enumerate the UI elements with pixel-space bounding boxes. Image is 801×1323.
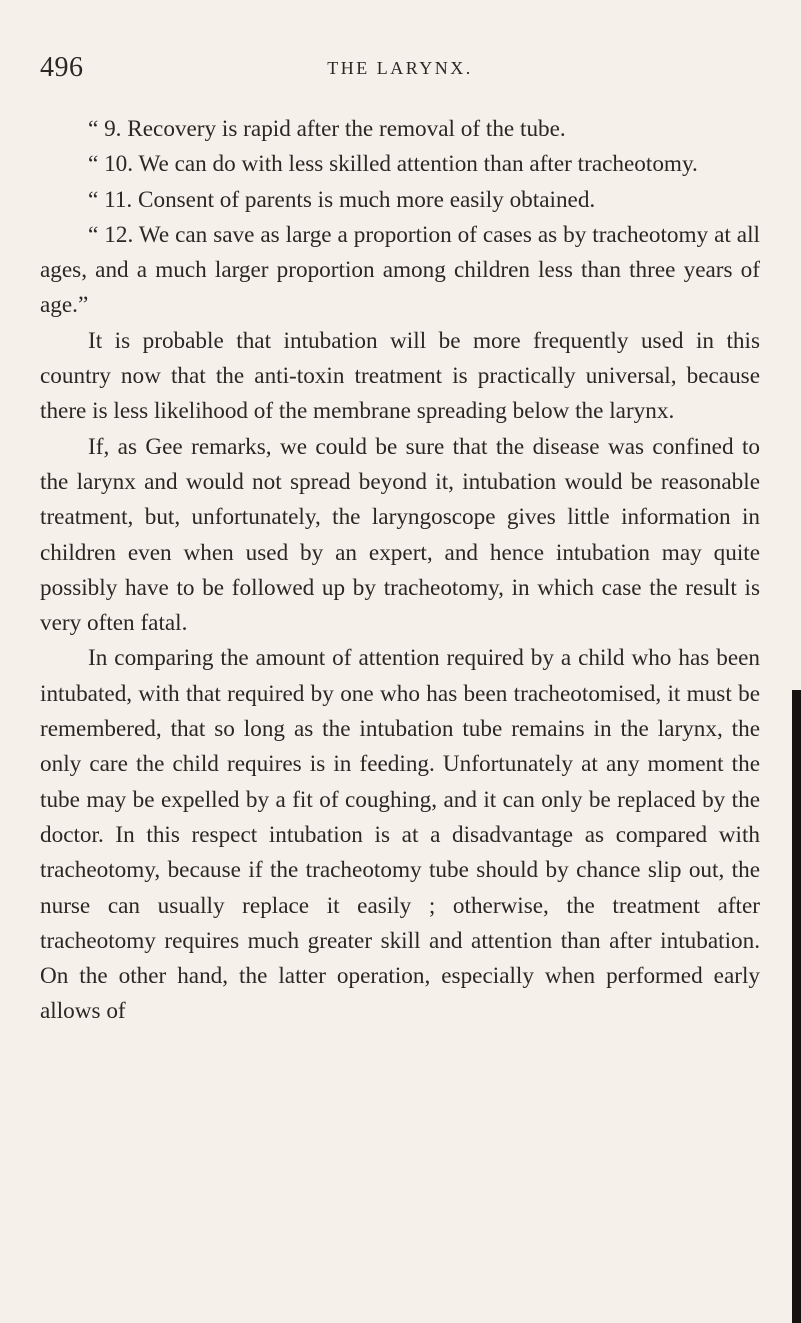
paragraph-item-12: “ 12. We can save as large a proportion of cases as by tracheotomy at all ages, and a much larger proportion among children less than three years of age.” xyxy=(40,221,760,319)
paragraph-comparing-attention: In comparing the amount of attention required by a child who has been intubated, with that required by one who has been tracheotomised, it must be remembered, that so long as the intubation tube remains in the larynx, the only care the child requires is in feeding. Unfortunately at any moment the tube may be expelled by a fit of coughing, and it can only be replaced by the doctor. In this respect intubation is at a disadvantage as compared with tracheotomy, because if the tracheotomy tube should by chance slip out, the nurse can usually replace it easily ; otherwise, the treatment after tracheotomy requires much greater skill and attention than after intubation. On the other hand, the latter operation, especially when performed early allows of xyxy=(40,645,760,1025)
paragraph-item-9: “ 9. Recovery is rapid after the removal of the tube. xyxy=(88,116,566,142)
paragraph-gee-remarks: If, as Gee remarks, we could be sure that the disease was confined to the larynx and would not spread beyond it, intubation would be reasonable treatment, but, unfortunately, the laryngoscope gives little information in children even when used by an expert, and hence intubation may quite possibly have to be followed up by tracheotomy, in which case the result is very often fatal. xyxy=(40,433,760,637)
body-text xyxy=(40,112,760,1030)
paragraph-item-10: “ 10. We can do with less skilled attention than after tracheotomy. xyxy=(88,151,698,178)
page-edge-shadow xyxy=(792,690,801,1323)
page-number: 496 xyxy=(40,52,84,83)
paragraph-item-11: “ 11. Consent of parents is much more easily obtained. xyxy=(88,186,596,213)
page-header xyxy=(40,52,760,92)
running-head: THE LARYNX. xyxy=(327,58,473,78)
paragraph-antitoxin: It is probable that intubation will be more frequently used in this country now that the anti-toxin treatment is practically universal, because there is less likelihood of the membrane spreading below the larynx. xyxy=(40,327,760,425)
